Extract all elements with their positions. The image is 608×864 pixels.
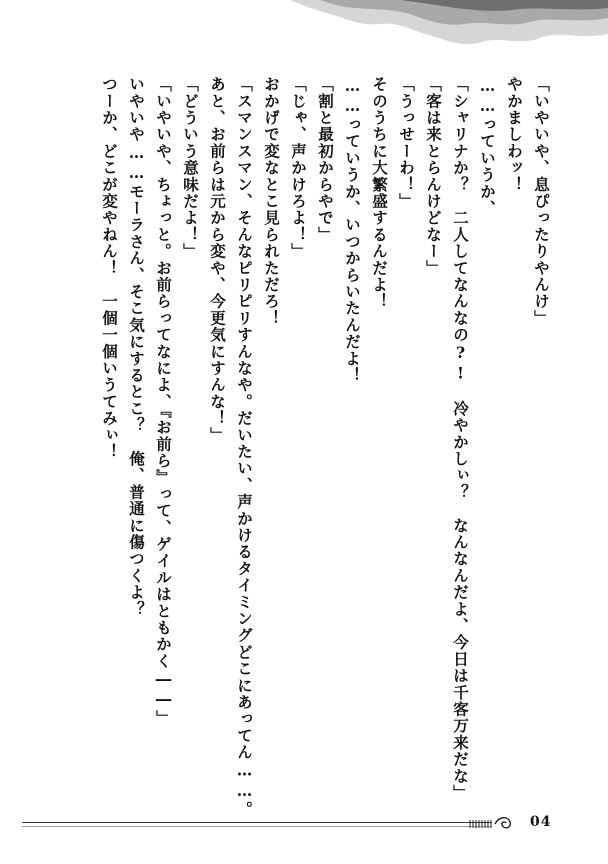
- text-line: あと、お前らは元から変や、今更気にすんな！」: [208, 76, 227, 444]
- text-line: 「じゃ、声かけろよ！」: [289, 76, 308, 260]
- footer-rule-secondary: [22, 826, 492, 827]
- footer-ornament: [468, 812, 524, 832]
- text-line: いやいや……モーラさん、そこ気にするとこ？ 俺、普通に傷つくよ？: [127, 76, 146, 618]
- text-line: 「いやいや、息ぴったりやんけ」: [532, 76, 551, 327]
- text-line: やかましわッ！: [505, 76, 524, 193]
- text-line: そのうちに大繁盛するんだよ！: [370, 76, 389, 310]
- text-line: 「いやいや、ちょっと。お前らってなによ、『お前ら』って、ゲイルはともかく――」: [154, 76, 173, 727]
- text-line: 「シャリナか？ 二人してなんなの?! 冷やかしぃ？ なんなんだよ、今日は千客万来だな」: [451, 76, 470, 802]
- text-line: つーか、どこが変やねん！ 一個一個いうてみぃ！: [100, 76, 119, 461]
- text-line: 「客は来とらんけどなー」: [424, 76, 443, 277]
- text-line: 「割と最初からやで」: [316, 76, 335, 243]
- text-line: ……っていうか、いつからいたんだよ！: [343, 76, 362, 384]
- text-line: 「うっせーわ！」: [397, 76, 416, 210]
- footer-rule: [22, 822, 492, 823]
- text-line: 「どういう意味だよ！」: [181, 76, 200, 260]
- torn-paper-decoration: [250, 0, 608, 58]
- page-number: 04: [530, 814, 552, 830]
- text-line: 「スマンスマン、そんなピリピリすんなや。だいたい、声かけるタイミングどこにあってん……。: [235, 76, 254, 818]
- text-line: ……っていうか、: [478, 76, 497, 217]
- vertical-text-body: [68, 76, 552, 818]
- text-line: おかげで変なとこ見られただろ！: [262, 76, 281, 327]
